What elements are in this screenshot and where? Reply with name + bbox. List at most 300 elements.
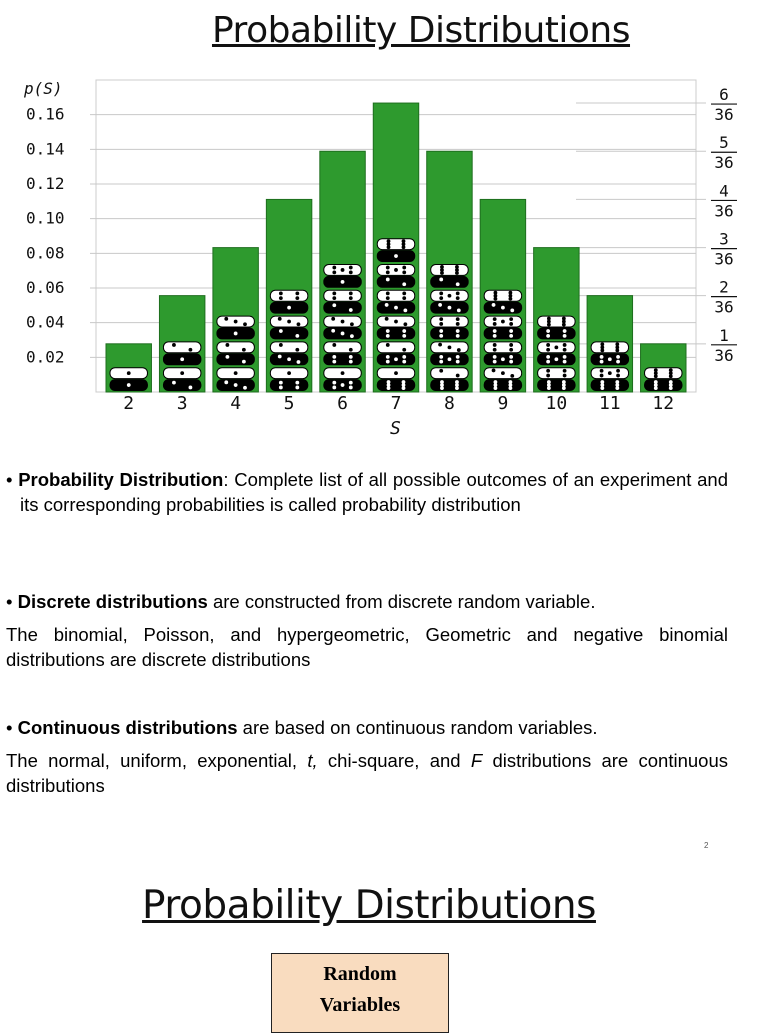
die-pip [456,296,460,300]
die-pip [172,343,176,347]
die-pip [554,357,558,361]
x-tick-label: 9 [497,393,509,414]
x-tick-label: 2 [123,393,135,414]
die-pip [456,355,460,359]
die-pip [349,308,353,312]
x-tick-label: 5 [283,393,295,414]
die-pip [439,278,443,282]
die-pip [385,303,389,307]
die [324,342,361,353]
random-variables-box [271,953,449,1033]
x-tick-label: 7 [390,393,402,414]
die-pip [394,306,398,310]
die-pip [387,386,391,390]
die [324,302,361,313]
die-pip [278,317,282,321]
die-pip [494,386,498,390]
bar-7 [373,103,418,392]
fraction-numerator: 4 [719,181,729,201]
die-pip [509,360,513,364]
die [377,290,414,301]
die-pip [439,291,443,295]
die-pip [547,386,551,390]
y-axis-label: p(S) [24,79,63,98]
die-pip [349,355,353,359]
die-pip [563,329,567,333]
die-pip [546,355,550,359]
fraction-denominator: 36 [714,297,734,317]
definition: : Complete list of all possible outcomes of an experiment and its corresponding probabilities is called probability distribution [20,469,729,515]
bar-12 [641,344,686,392]
die-pip [349,348,353,352]
die-pip [332,303,336,307]
die-pip [350,334,354,338]
die-pip [402,334,406,338]
die-pip [332,291,336,295]
die-pip [295,381,299,385]
die-pip [600,360,604,364]
die-pip [332,360,336,364]
die-pip [456,360,460,364]
die-pip [509,329,513,333]
die-pip [386,343,390,347]
bar-5 [266,199,311,392]
die-pip [493,343,497,347]
box-line: Variables [319,994,401,1016]
die-pip [394,254,398,258]
y-tick-label: 0.16 [26,104,65,124]
die-pip [279,343,283,347]
die-pip [456,334,460,338]
die-pip [332,296,336,300]
die-pip [615,386,619,390]
die [270,290,307,301]
die-pip [493,329,497,333]
slide-title: Probability Distributions [211,10,631,51]
die [431,368,468,379]
die-pip [501,320,505,324]
die-pip [394,357,398,361]
die-pip [295,348,299,352]
die-pip [402,266,406,270]
die-pip [189,386,193,390]
fraction-denominator: 36 [714,105,734,125]
die-pip [510,308,514,312]
die-pip [234,332,238,336]
die-pip [387,245,391,249]
die [163,380,200,391]
fraction-denominator: 36 [714,201,734,221]
die-pip [386,329,390,333]
die-pip [279,296,283,300]
die-pip [341,320,345,324]
die-pip [243,322,247,326]
y-tick-label: 0.04 [26,312,65,332]
die-pip [394,320,398,324]
discrete-examples: The binomial, Poisson, and hypergeometric, Geometric and negative binomial distributions are discrete distributions [6,624,728,670]
die [645,380,682,391]
die-pip [349,270,353,274]
x-tick-label: 6 [337,393,348,414]
die [645,368,682,379]
die-pip [341,268,345,272]
y-tick-label: 0.06 [26,278,65,297]
die-pip [234,383,238,387]
die-pip [509,334,513,338]
die-pip [127,371,131,375]
bullet-continuous: • Continuous distributions are based on continuous random variables. The normal, uniform, exponential, t, chi-square, and F distributions are continuous distributions [6,717,728,796]
die-pip [439,369,443,373]
die-pip [279,329,283,333]
die-pip [224,317,228,321]
die-pip [456,374,460,378]
die-pip [180,371,184,375]
die-pip [455,271,459,275]
die-pip [386,355,390,359]
die-pip [501,371,505,375]
die-pip [546,348,550,352]
die-pip [332,381,336,385]
die-pip [563,355,567,359]
die-pip [563,334,567,338]
x-tick-labels [123,393,674,414]
die-pip [546,369,550,373]
y-tick-label: 0.02 [26,347,65,367]
die-pip [331,329,335,333]
die-pip [600,369,604,373]
die-pip [234,320,238,324]
die-pip [386,334,390,338]
die-pip [563,343,567,347]
die-pip [341,383,345,387]
die-pip [616,369,620,373]
die-pip [402,270,406,274]
die-pip [563,374,567,378]
die [538,368,575,379]
die-pip [448,357,452,361]
die [538,380,575,391]
die-pip [448,345,452,349]
die-pip [456,322,460,326]
die [377,328,414,339]
die-pip [278,355,282,359]
die-pip [493,322,497,326]
die-pip [349,381,353,385]
die-pip [493,334,497,338]
die-pip [562,386,566,390]
die-pip [341,332,345,336]
die-pip [332,386,336,390]
bullet-probability-distribution: • Probability Distribution: Complete list of all possible outcomes of an experiment and its corresponding probabilities is called probability distribution [6,469,729,515]
term: Probability Distribution [18,469,224,490]
die [484,290,521,301]
die-pip [669,374,673,378]
x-tick-label: 10 [545,393,568,414]
bar-11 [587,296,632,392]
die-pip [563,348,567,352]
die-pip [386,291,390,295]
term: Continuous distributions [17,717,238,738]
die [217,354,254,365]
die-pip [616,360,620,364]
die-pip [562,323,566,327]
continuous-examples: The normal, uniform, exponential, t, chi-square, and F distributions are continuous distributions [6,750,728,796]
bar-8 [427,151,472,392]
die-pip [546,360,550,364]
die-pip [456,317,460,321]
die-pip [448,294,452,298]
die-pip [439,355,443,359]
die-pip [341,280,345,284]
die-pip [509,317,513,321]
die-pip [402,296,406,300]
die-pip [563,369,567,373]
x-tick-label: 11 [598,393,621,414]
die-pip [509,322,513,326]
die-pip [509,386,513,390]
definition: are based on continuous random variables. [237,717,598,738]
bar-4 [213,248,258,392]
die-pip [180,357,184,361]
die-pip [438,303,442,307]
die [538,328,575,339]
y-tick-label: 0.14 [26,139,65,159]
bar-2 [106,344,151,392]
die-pip [616,355,620,359]
die-pip [287,306,291,310]
term: Discrete distributions [17,591,208,612]
x-tick-label: 3 [176,393,188,414]
fraction-numerator: 1 [719,325,729,345]
right-fraction-labels [711,85,737,365]
die-pip [402,291,406,295]
die-pip [297,322,301,326]
y-tick-labels [26,105,65,367]
x-tick-label: 8 [444,393,455,414]
die-pip [440,386,444,390]
die [431,380,468,391]
die-pip [493,317,497,321]
die-pip [224,380,228,384]
die-pip [669,386,673,390]
die [591,342,628,353]
die [377,239,414,250]
die-pip [448,306,452,310]
die-pip [501,306,505,310]
x-tick-label: 4 [230,393,242,414]
die [324,354,361,365]
die-pip [554,345,558,349]
die-pip [493,348,497,352]
die [377,380,414,391]
die-pip [457,348,461,352]
bar-3 [159,296,204,392]
die-pip [287,320,291,324]
die [484,328,521,339]
die [377,342,414,353]
die-pip [493,360,497,364]
die-pip [349,386,353,390]
die-pip [295,386,299,390]
die-pip [439,296,443,300]
die-pip [509,348,513,352]
die-pip [279,381,283,385]
y-tick-label: 0.08 [26,243,65,263]
die [324,290,361,301]
bar-9 [480,199,525,392]
die-pip [439,329,443,333]
die-pip [332,270,336,274]
slide-title: Probability Distributions [142,883,596,928]
die-pip [509,297,513,301]
die-pip [509,355,513,359]
die-pip [402,386,406,390]
die [163,342,200,353]
die-pip [439,322,443,326]
die [591,380,628,391]
die-pip [295,296,299,300]
die [270,342,307,353]
die [484,342,521,353]
die-pip [349,360,353,364]
die-pip [402,245,406,249]
die-pip [456,282,460,286]
die-pip [386,270,390,274]
die [377,276,414,287]
fraction-numerator: 5 [719,133,729,153]
die [431,265,468,276]
die-pip [501,357,505,361]
die-pip [402,355,406,359]
die-pip [127,383,131,387]
die-pip [439,317,443,321]
box-line: Random [323,963,397,985]
die-pip [386,278,390,282]
die-pip [457,308,461,312]
die-pip [242,348,246,352]
die-pip [600,355,604,359]
die-pip [654,386,658,390]
die-pip [494,297,498,301]
die [217,342,254,353]
die [431,316,468,327]
die-pip [403,308,407,312]
die-pip [403,322,407,326]
die-pip [439,360,443,364]
die-pip [440,271,444,275]
die-pip [295,334,299,338]
die-pip [402,348,406,352]
die-pip [331,317,335,321]
die-pip [616,374,620,378]
y-tick-label: 0.10 [26,208,65,228]
die-pip [394,268,398,272]
die-pip [234,371,238,375]
die-pip [654,374,658,378]
die-pip [563,360,567,364]
die-pip [546,329,550,333]
die-pip [439,334,443,338]
definition: are constructed from discrete random variable. [207,591,596,612]
die-pip [172,381,176,385]
die-pip [349,266,353,270]
fraction-numerator: 6 [719,85,729,105]
die-pip [455,386,459,390]
die-pip [386,266,390,270]
die-pip [295,291,299,295]
die [538,316,575,327]
die-pip [546,343,550,347]
fraction-denominator: 36 [714,345,734,365]
die-pip [456,329,460,333]
die [431,328,468,339]
die-pip [287,357,291,361]
probability-chart [0,72,768,437]
die-pip [438,343,442,347]
y-tick-label: 0.12 [26,174,65,193]
die-pip [546,334,550,338]
die-pip [608,357,612,361]
die-pip [600,349,604,353]
die-pip [279,386,283,390]
bar-6 [320,151,365,392]
die-pip [493,355,497,359]
bullet-discrete: • Discrete distributions are constructed from discrete random variable. The binomial, Poisson, and hypergeometric, Geometric and negative binomial distributions are discrete distributions [6,591,728,670]
die [270,328,307,339]
die-pip [332,343,336,347]
die-pip [386,360,390,364]
die-pip [492,369,496,373]
bar-10 [534,248,579,392]
die-pip [287,371,291,375]
die-pip [332,355,336,359]
die [484,380,521,391]
die-pip [243,386,247,390]
fraction-denominator: 36 [714,153,734,173]
die-pip [189,348,193,352]
die [270,380,307,391]
die-pip [547,323,551,327]
page-number: 2 [704,841,709,850]
die-pip [297,360,301,364]
fraction-denominator: 36 [714,249,734,269]
die-pip [492,303,496,307]
die-pip [615,349,619,353]
die-pip [350,322,354,326]
die-pip [394,371,398,375]
fraction-numerator: 2 [719,277,729,297]
die [431,276,468,287]
die-pip [225,355,229,359]
die-pip [332,266,336,270]
die-pip [402,360,406,364]
die-pip [600,374,604,378]
die-pip [386,296,390,300]
die-pip [600,386,604,390]
die-pip [279,291,283,295]
die-pip [385,317,389,321]
die-pip [341,371,345,375]
die-pip [402,329,406,333]
die-pip [242,360,246,364]
x-axis-label: S [390,418,401,437]
die-pip [510,374,514,378]
x-tick-label: 12 [652,393,675,414]
die-pip [546,374,550,378]
die-pip [456,291,460,295]
die-pip [608,371,612,375]
die-pip [509,343,513,347]
